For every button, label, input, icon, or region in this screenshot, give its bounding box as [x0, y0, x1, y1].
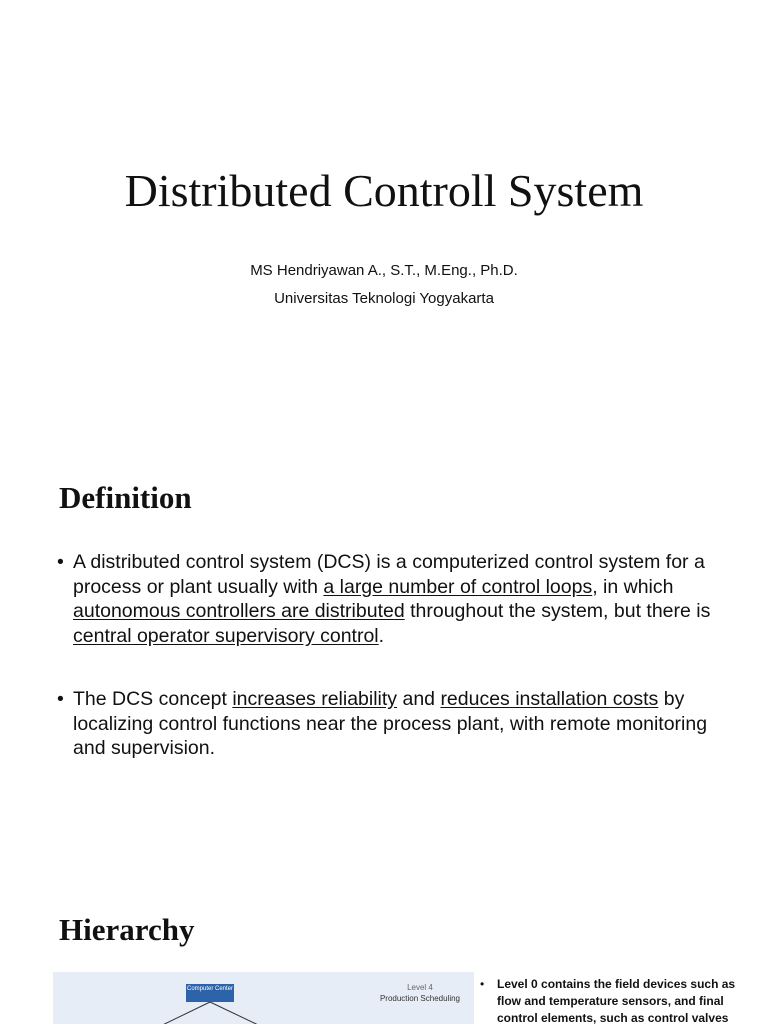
definition-heading: Definition [59, 480, 192, 515]
author-name: MS Hendriyawan A., S.T., M.Eng., Ph.D. [250, 262, 518, 279]
bullet-icon: • [57, 688, 64, 710]
institution-name: Universitas Teknologi Yogyakarta [274, 290, 494, 307]
hierarchy-diagram [53, 972, 474, 1024]
bullet-text: The DCS concept increases reliability and reduces installation costs by localizing control functions near the process plant, with remote monitoring and supervision. [73, 688, 708, 759]
computer-center-box: Computer Center [186, 984, 234, 1002]
bullet-icon: • [480, 977, 485, 991]
level-label [380, 982, 460, 1004]
definition-slide [0, 432, 768, 864]
underlined-phrase: increases reliability [232, 688, 398, 710]
level-number: Level 4 [407, 983, 433, 992]
underlined-phrase: a large number of control loops [323, 575, 593, 598]
level-0-note [480, 976, 745, 1024]
definition-bullet-1 [57, 550, 717, 648]
underlined-phrase: central operator supervisory control [73, 624, 379, 647]
note-text: Level 0 contains the field devices such as flow and temperature sensors, and final control elements, such as control valves [497, 977, 736, 1024]
hierarchy-heading: Hierarchy [59, 912, 195, 947]
hierarchy-slide [0, 864, 768, 1024]
level-name: Production Scheduling [379, 994, 460, 1003]
bullet-text: A distributed control system (DCS) is a computerized control system for a process or plant usually with a large number of control loops, in which autonomous controllers are distributed throughout the system, but there is central operator supervisory control. [73, 551, 711, 647]
definition-bullet-2 [57, 687, 717, 761]
underlined-phrase: reduces installation costs [440, 688, 659, 710]
slide-title: Distributed Controll System [124, 165, 644, 216]
underlined-phrase: autonomous controllers are distributed [73, 600, 405, 622]
bullet-icon: • [57, 551, 64, 573]
title-slide [0, 0, 768, 432]
